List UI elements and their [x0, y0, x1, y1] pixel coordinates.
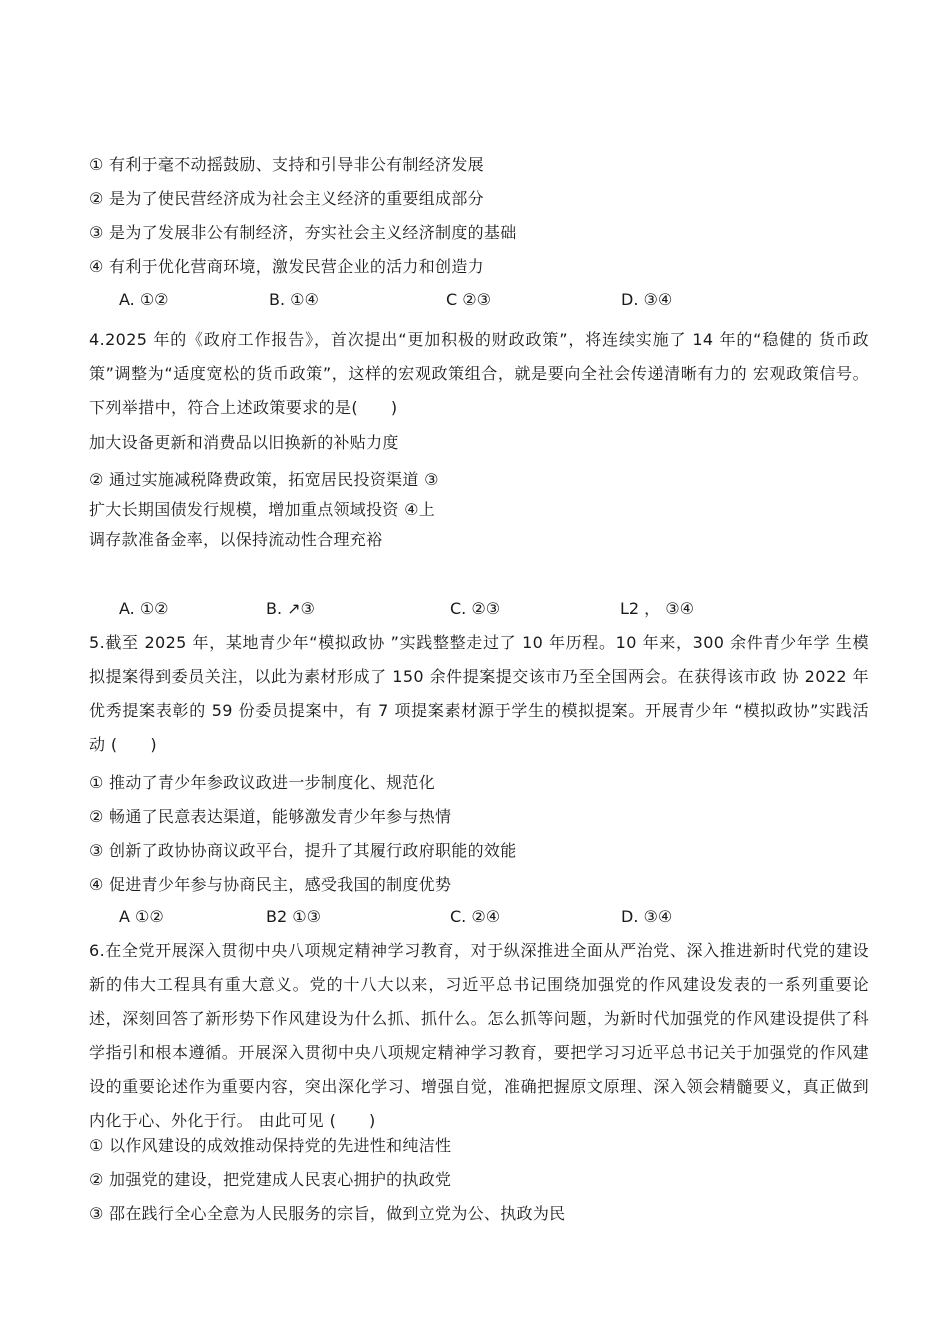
q4-option-c: C. ②③	[450, 599, 501, 618]
q5-item-2: ② 畅通了民意表达渠道，能够激发青少年参与热情	[89, 807, 452, 826]
q6-item-1: ① 以作风建设的成效推动保持党的先进性和纯洁性	[89, 1136, 452, 1155]
q3-option-b: B. ①④	[269, 290, 319, 309]
q4-option-d: L2 ， ③④	[620, 599, 694, 618]
q6-item-2: ② 加强党的建设，把党建成人民衷心拥护的执政党	[89, 1170, 452, 1189]
q5-item-1: ① 推动了青少年参政议政进一步制度化、规范化	[89, 773, 436, 792]
q3-item-3: ③ 是为了发展非公有制经济，夯实社会主义经济制度的基础	[89, 223, 517, 242]
q4-items-block: ② 通过实施减税降费政策，拓宽居民投资渠道 ③扩大长期国债发行规模，增加重点领域投资 ④上调存款准备金率，以保持流动性合理充裕	[89, 470, 439, 549]
q3-option-a: A. ①②	[119, 290, 169, 309]
q5-option-b: B2 ①③	[266, 907, 321, 926]
q3-item-1: ① 有利于毫不动摇鼓励、支持和引导非公有制经济发展	[89, 155, 484, 174]
q6-item-3: ③ 邵在践行全心全意为人民服务的宗旨，做到立党为公、执政为民	[89, 1204, 566, 1223]
q3-option-c: C ②③	[446, 290, 491, 309]
q3-option-d: D. ③④	[621, 290, 673, 309]
q4-option-a: A. ①②	[119, 599, 169, 618]
q3-item-2: ② 是为了使民营经济成为社会主义经济的重要组成部分	[89, 189, 484, 208]
q3-item-4: ④ 有利于优化营商环境，激发民营企业的活力和创造力	[89, 257, 484, 276]
q5-option-d: D. ③④	[621, 907, 673, 926]
q5-option-a: A ①②	[119, 907, 164, 926]
q5-option-c: C. ②④	[450, 907, 501, 926]
q4-item-1: 加大设备更新和消费品以旧换新的补贴力度	[89, 433, 399, 452]
q6-stem: 6.在全党开展深入贯彻中央八项规定精神学习教育，对于纵深推进全面从严治党、深入推进新时代党的建设新的伟大工程具有重大意义。党的十八大以来，习近平总书记围绕加强党的作风建设发表的一系列重要论述，深刻回答了新形势下作风建设为什么抓、抓什么。怎么抓等问题，为新时代加强党的作风建设提供了科学指引和根本遵循。开展深入贯彻中央八项规定精神学习教育，要把学习习近平总书记关于加强党的作风建设的重要论述作为重要内容，突出深化学习、增强自觉，准确把握原文原理、深入领会精髓要义，真正做到内化于心、外化于行。 由此可见 ( )	[89, 941, 869, 1130]
q4-option-b: B. ↗③	[266, 599, 315, 618]
q4-stem: 4.2025 年的《政府工作报告》，首次提出“更加积极的财政政策”，将连续实施了 14 年的“稳健的 货币政策”调整为“适度宽松的货币政策”，这样的宏观政策组合，就是要向全社会传递清晰有力的 宏观政策信号。下列举措中，符合上述政策要求的是( )	[89, 330, 869, 417]
q5-item-4: ④ 促进青少年参与协商民主，感受我国的制度优势	[89, 875, 452, 894]
q5-item-3: ③ 创新了政协协商议政平台，提升了其履行政府职能的效能	[89, 841, 517, 860]
q5-stem: 5.截至 2025 年，某地青少年“模拟政协 ”实践整整走过了 10 年历程。10 年来，300 余件青少年学 生模拟提案得到委员关注，以此为素材形成了 150 余件提案提交该市乃至全国两会。在获得该市政 协 2022 年优秀提案表彰的 59 份委员提案中，有 7 项提案素材源于学生的模拟提案。开展青少年 “模拟政协”实践活动 ( )	[89, 633, 869, 754]
